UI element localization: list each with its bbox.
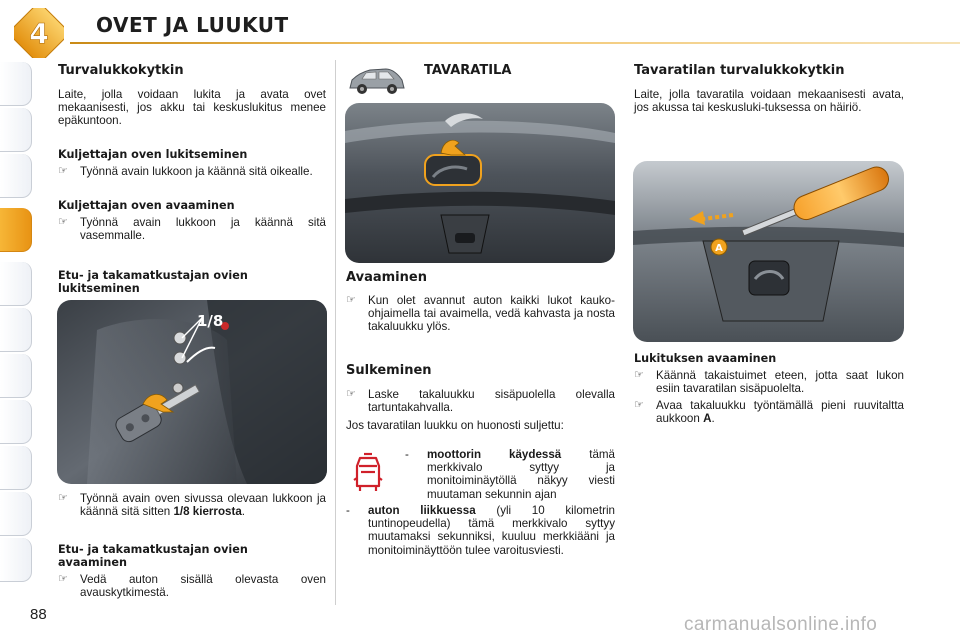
boot-unlock-step-2: ☞ Avaa takaluukku työntämällä pieni ruuvitaltta aukkoon A. xyxy=(634,399,904,426)
rear-unlock-step xyxy=(58,573,326,599)
boot-unlock-marker: A xyxy=(703,412,712,426)
hand-pointer-icon: ☞ xyxy=(58,492,68,504)
dash-marker: - xyxy=(346,504,350,517)
section-title-boot-lock-switch: Tavaratilan turvalukkokytkin xyxy=(634,63,845,78)
chapter-tabs xyxy=(0,62,36,582)
boot-handle-illustration xyxy=(345,103,615,263)
close-step xyxy=(346,388,615,414)
chapter-tab-2[interactable] xyxy=(0,108,32,152)
close-text: Laske takaluukku sisäpuolella olevalla tartuntakahvalla. xyxy=(368,388,615,415)
car-icon xyxy=(346,64,408,98)
boot-unlock-text-1: Käännä takaistuimet eteen, jotta saat lukon esiin tavaratilan sisäpuolelta. xyxy=(656,369,904,396)
boot-unlock-text-2: Avaa takaluukku työntämällä pieni ruuvitaltta aukkoon xyxy=(656,399,904,426)
driver-lock-step xyxy=(58,165,326,178)
hand-pointer-icon: ☞ xyxy=(634,369,644,381)
hand-pointer-icon: ☞ xyxy=(346,388,356,400)
page-title: OVET JA LUUKUT xyxy=(96,13,289,37)
rear-unlock-text: Vedä auton sisällä olevasta oven avauskytkimestä. xyxy=(80,573,326,600)
chapter-tab-8[interactable] xyxy=(0,400,32,444)
rear-lock-text: Työnnä avain oven sivussa olevaan lukkoon ja käännä sitä sitten xyxy=(80,492,326,519)
boot-unlock-heading: Lukituksen avaaminen xyxy=(634,352,777,365)
hand-pointer-icon: ☞ xyxy=(58,216,68,228)
boot-lock-intro: Laite, jolla tavaratila voidaan mekaanisesti avata, jos akussa tai keskusluki-tuksessa on häiriö. xyxy=(634,88,904,115)
engine-running-label: moottorin käydessä xyxy=(427,448,562,461)
boot-open-warning-icon xyxy=(350,452,386,494)
driver-unlock-text: Työnnä avain lukkoon ja käännä sitä vasemmalle. xyxy=(80,216,326,243)
close-heading: Sulkeminen xyxy=(346,363,432,378)
chapter-tab-1[interactable] xyxy=(0,62,32,106)
page-number: 88 xyxy=(30,606,47,623)
open-step xyxy=(346,294,615,334)
door-lock-illustration xyxy=(57,300,327,484)
open-text: Kun olet avannut auton kaikki lukot kauko-ohjaimella tai avaimella, vedä kahvasta ja nosta takaluukku ylös. xyxy=(368,294,615,334)
watermark: carmanualsonline.info xyxy=(684,614,878,635)
chapter-tab-3[interactable] xyxy=(0,154,32,198)
section-title-boot: TAVARATILA xyxy=(424,63,512,78)
hand-pointer-icon: ☞ xyxy=(634,399,644,411)
fraction-label: 1/8 xyxy=(197,312,224,330)
hand-pointer-icon: ☞ xyxy=(58,165,68,177)
dash-marker: - xyxy=(405,448,409,461)
vehicle-moving-text: (yli 10 kilometrin tuntinopeudella) tämä merkkivalo syttyy muutamaksi sekunniksi, kuuluu merkkiääni ja monitoiminäyttöön tulee varoitusviesti. xyxy=(368,504,615,557)
chapter-badge xyxy=(14,8,64,58)
rear-lock-heading: Etu- ja takamatkustajan ovien lukitseminen xyxy=(58,269,248,295)
boot-lock-illustration xyxy=(633,161,904,342)
engine-running-text: tämä merkkivalo syttyy ja monitoiminäytöllä näkyy viesti muutaman sekunnin ajan xyxy=(427,448,615,501)
vehicle-moving-item xyxy=(346,504,615,557)
header-rule xyxy=(70,42,960,44)
rear-unlock-heading: Etu- ja takamatkustajan ovien avaaminen xyxy=(58,543,248,569)
chapter-tab-7[interactable] xyxy=(0,354,32,398)
marker-a-label: A xyxy=(715,243,723,254)
vehicle-moving-label: auton liikkuessa xyxy=(368,504,476,517)
hand-pointer-icon: ☞ xyxy=(58,573,68,585)
driver-lock-text: Työnnä avain lukkoon ja käännä sitä oikealle. xyxy=(80,165,313,178)
column-divider xyxy=(335,60,336,605)
chapter-tab-11[interactable] xyxy=(0,538,32,582)
chapter-tab-6[interactable] xyxy=(0,308,32,352)
open-heading: Avaaminen xyxy=(346,270,427,285)
rear-lock-step: ☞ Työnnä avain oven sivussa olevaan lukkoon ja käännä sitä sitten 1/8 kierrosta. xyxy=(58,492,326,519)
boot-unlock-step-1 xyxy=(634,369,904,395)
driver-unlock-step xyxy=(58,216,326,242)
chapter-tab-4-active[interactable] xyxy=(0,208,32,252)
engine-running-item xyxy=(405,448,615,501)
section-title-door-lock-switch: Turvalukkokytkin xyxy=(58,63,184,78)
chapter-tab-10[interactable] xyxy=(0,492,32,536)
driver-lock-heading: Kuljettajan oven lukitseminen xyxy=(58,148,248,161)
rear-lock-amount: 1/8 kierrosta xyxy=(173,505,242,519)
driver-unlock-heading: Kuljettajan oven avaaminen xyxy=(58,199,235,212)
chapter-number: 4 xyxy=(29,17,49,50)
chapter-tab-5[interactable] xyxy=(0,262,32,306)
hand-pointer-icon: ☞ xyxy=(346,294,356,306)
warning-intro: Jos tavaratilan luukku on huonosti suljettu: xyxy=(346,419,564,432)
door-lock-intro: Laite, jolla voidaan lukita ja avata ovet mekaanisesti, jos akku tai keskuslukitus menee epäkuntoon. xyxy=(58,88,326,128)
chapter-tab-9[interactable] xyxy=(0,446,32,490)
